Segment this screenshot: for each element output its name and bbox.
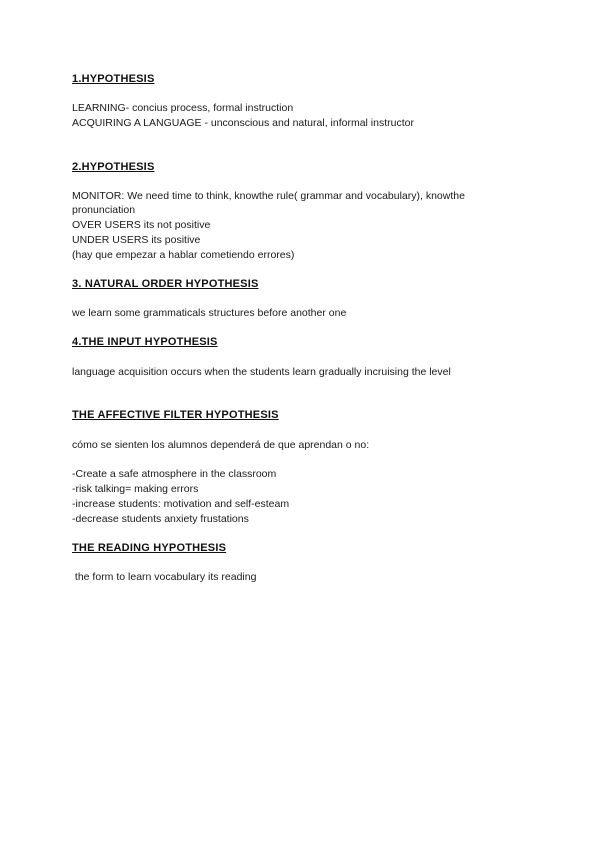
section-5-line-2: -Create a safe atmosphere in the classroom [72, 468, 277, 480]
section-1-line-2: ACQUIRING A LANGUAGE - unconscious and natural, informal instructor [72, 117, 414, 129]
section-2-line-2: pronunciation [72, 204, 136, 216]
section-1-line-1: LEARNING- concius process, formal instruction [72, 102, 294, 114]
section-2-line-5: (hay que empezar a hablar cometiendo errores) [72, 249, 295, 261]
section-heading-3: 3. NATURAL ORDER HYPOTHESIS [72, 278, 259, 290]
section-2-line-3: OVER USERS its not positive [72, 219, 211, 231]
section-2-line-1: MONITOR: We need time to think, knowthe rule( grammar and vocabulary), knowthe [72, 190, 465, 202]
section-heading-5: THE AFFECTIVE FILTER HYPOTHESIS [72, 409, 279, 421]
section-6-line-1: the form to learn vocabulary its reading [72, 571, 257, 583]
section-heading-2: 2.HYPOTHESIS [72, 161, 155, 173]
section-5-line-1: cómo se sienten los alumnos dependerá de que aprendan o no: [72, 439, 370, 451]
section-4-line-1: language acquisition occurs when the students learn gradually incruising the level [72, 366, 451, 378]
section-heading-1: 1.HYPOTHESIS [72, 73, 155, 85]
section-3-line-1: we learn some grammaticals structures before another one [72, 307, 347, 319]
section-heading-6: THE READING HYPOTHESIS [72, 542, 227, 554]
section-5-line-4: -increase students: motivation and self-esteam [72, 498, 290, 510]
section-5-line-3: -risk talking= making errors [72, 483, 199, 495]
section-2-line-4: UNDER USERS its positive [72, 234, 201, 246]
section-5-line-5: -decrease students anxiety frustations [72, 513, 249, 525]
section-heading-4: 4.THE INPUT HYPOTHESIS [72, 336, 218, 348]
